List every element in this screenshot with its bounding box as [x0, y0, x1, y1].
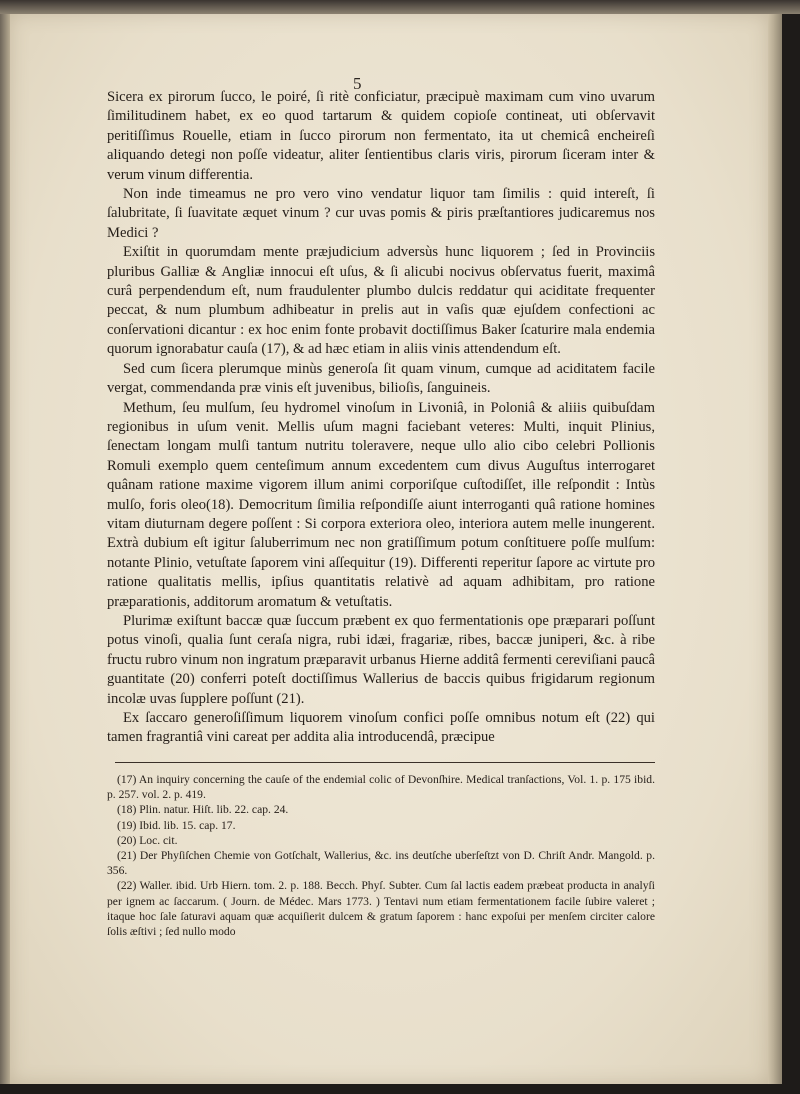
- footnote-21: (21) Der Phyſiſchen Chemie von Gotſchalt, Wallerius, &c. ins deutſche uberſeſtzt von D. Chriſt Andr. Mangold. p. 356.: [107, 849, 655, 878]
- page-stack-edge: [768, 14, 782, 1084]
- paragraph-sicera: Sicera ex pirorum ſucco, le poiré, ſi ritè conficiatur, præcipuè maximam cum vino uvarum ſimilitudinem habet, ex eo quod tartarum & quidem copioſe contineat, uti obſervavit peritiſſimus Rouelle, etiam in ſucco pirorum non fermentato, ita ut chemicâ encheireſi aliquando detegi non poſſe videatur, aliter ſentientibus claris viris, pirorum ſiceram inter & verum vinum differentia.: [107, 89, 655, 183]
- footnote-20: (20) Loc. cit.: [117, 833, 178, 847]
- paragraph-methum: Methum, ſeu mulſum, ſeu hydromel vinoſum in Livoniâ, in Poloniâ & aliiis quibuſdam regionibus in uſum venit. Mellis uſum magni faciebant veteres: Multi, inquit Plinius, ſenectam longam mulſi tantum nutritu toleravere, neque ullo alio cibo celebri Pollionis Romuli exemplo quem centeſimum annum excedentem cum divus Auguſtus interrogaret quânam ratione maxime vigorem illum animi corporiſque cuſtodiſſet, ille reſpondit : Intùs mulſo, foris oleo(18). Democritum ſimilia reſpondiſſe aiunt interroganti quâ ratione homines vitam diuturnam degere poſſent : Si corpora exteriora oleo, interiora autem melle inungerent. Extrà dubium eſt igitur ſaluberrimum nec non gratiſſimum potum conſtituere poſſe mulſum: notante Plinio, vetuſtate ſaporem vini aſſequitur (19). Differenti reperitur ſapore ac virtute pro ratione qualitatis mellis, ipſius quantitatis relativè ad aquam adhibitam, pro ratione præparationis, additorum aromatum & vetuſtatis.: [107, 399, 655, 610]
- footnotes: [107, 772, 655, 939]
- footnote-17: (17) An inquiry concerning the cauſe of the endemial colic of Devonſhire. Medical tranſactions, Vol. 1. p. 175 ibid. p. 257. vol. 2. p. 419.: [107, 773, 655, 802]
- page-gutter-edge: [0, 14, 10, 1084]
- paragraph-non-inde: Non inde timeamus ne pro vero vino vendatur liquor tam ſimilis : quid intereſt, ſi ſalubritate, ſi ſuavitate æquet vinum ? cur uvas pomis & piris præſtantiores judicaremus nos Medici ?: [107, 186, 655, 241]
- footnote-divider: [115, 762, 655, 763]
- footnote-18: (18) Plin. natur. Hiſt. lib. 22. cap. 24.: [117, 803, 289, 817]
- paragraph-existit: Exiſtit in quorumdam mente præjudicium adversùs hunc liquorem ; ſed in Provinciis pluribus Galliæ & Angliæ innocui eſt uſus, & ſi alicubi nocivus obſervatus fuerit, maximâ curâ perpendendum eſt, num fraudulenter plumbo dulcis reddatur qui aciditate frequenter peccat, & num plumbum adhibeatur in prelis aut in vaſis quæ ejuſdem confectioni ac conſervationi dicantur : ex hoc enim fonte probavit doctiſſimus Baker ſcaturire mala endemia quorum ignorabatur cauſa (17), & ad hæc etiam in aliis vinis attendendum eſt.: [107, 244, 655, 358]
- paragraph-ex-saccaro: Ex ſaccaro generoſiſſimum liquorem vinoſum confici poſſe omnibus notum eſt (22) qui tamen fragrantiâ vini careat per addita alia introducendâ, præcipue: [107, 710, 655, 746]
- footnote-22: (22) Waller. ibid. Urb Hiern. tom. 2. p. 188. Becch. Phyſ. Subter. Cum ſal lactis eadem præbeat producta in analyſi per ignem ac ſaccarum. ( Journ. de Médec. Mars 1773. ) Tentavi num etiam fermentationem facile ſubire valeret ; itaque hoc ſale ſaturavi aquam quæ acquiſierit dulcem & gratum ſaporem : hanc expoſui per menſem circiter calore ſolis æſtivi ; ſed nullo modo: [107, 879, 655, 939]
- footnote-19: (19) Ibid. lib. 15. cap. 17.: [117, 818, 236, 832]
- main-text: [107, 88, 655, 748]
- page-number: 5: [353, 74, 362, 93]
- paragraph-sed-cum: Sed cum ſicera plerumque minùs generoſa ſit quam vinum, cumque ad aciditatem facile vergat, commendanda præ vinis eſt juvenibus, bilioſis, ſanguineis.: [107, 360, 655, 397]
- paragraph-plurimae: Plurimæ exiſtunt baccæ quæ ſuccum præbent ex quo fermentationis ope præparari poſſunt potus vinoſi, qualia ſunt ceraſa nigra, rubi idæi, fragariæ, ribes, baccæ juniperi, &c. à ribe fructu rubro vinum non ingratum præparavit urbanus Hierne additâ fermenti cereviſiani paucâ guantitate (20) conferri poteſt doctiſſimus Wallerius de baccis quibus frigidarum regionum incolæ uvas ſupplere poſſunt (21).: [107, 612, 655, 707]
- book-top-edge: [0, 0, 800, 14]
